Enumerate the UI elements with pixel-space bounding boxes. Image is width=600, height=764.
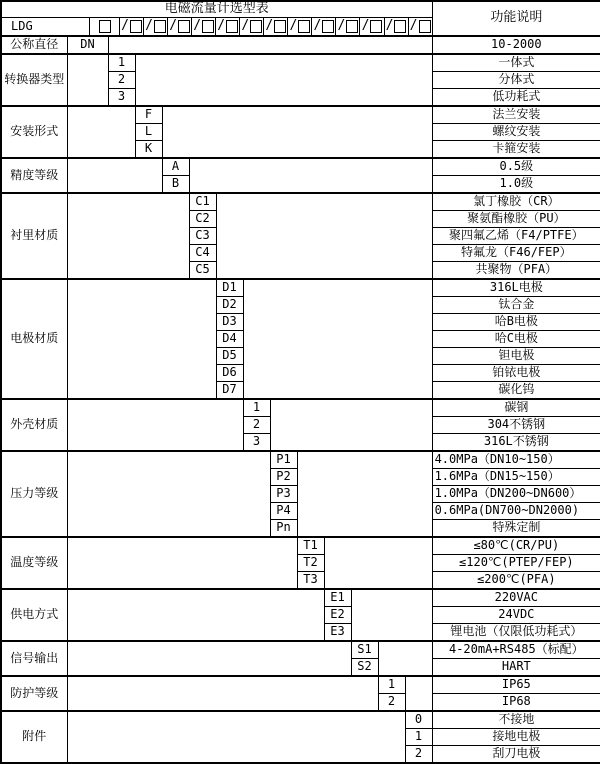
option-desc: 法兰安装: [432, 106, 600, 124]
slash-separator: /: [265, 18, 274, 34]
blank-box-icon: [250, 20, 262, 33]
blank-box-icon: [99, 20, 111, 33]
slash-separator: /: [217, 18, 226, 34]
option-desc: 螺纹安装: [432, 124, 600, 141]
model-slot: [216, 18, 240, 35]
group-label: 衬里材质: [1, 193, 67, 279]
option-row: [1, 676, 600, 694]
slash-separator: /: [409, 18, 418, 34]
option-code: T1: [297, 537, 324, 555]
spacer-cell: [67, 54, 108, 106]
option-desc: 哈C电极: [432, 331, 600, 348]
option-desc: 接地电极: [432, 729, 600, 746]
option-desc: 一体式: [432, 54, 600, 72]
slash-separator: /: [337, 18, 346, 34]
spacer-cell: [243, 279, 432, 399]
option-code: D1: [216, 279, 243, 297]
option-code: D4: [216, 331, 243, 348]
option-row: [1, 641, 600, 659]
page-title: 电磁流量计选型表: [1, 1, 432, 18]
spacer-cell: [216, 193, 432, 279]
option-row: [1, 399, 600, 417]
slash-separator: /: [169, 18, 178, 34]
spacer-cell: [67, 193, 189, 279]
option-code: DN: [67, 36, 108, 54]
blank-box-icon: [419, 20, 431, 33]
option-code: 1: [378, 676, 405, 694]
blank-box-icon: [394, 20, 406, 33]
group-label: 精度等级: [1, 158, 67, 193]
option-code: F: [135, 106, 162, 124]
model-slot: [360, 18, 384, 35]
spacer-cell: [297, 451, 432, 537]
model-slot: [264, 18, 288, 35]
slash-separator: /: [361, 18, 370, 34]
option-desc: IP68: [432, 694, 600, 712]
option-code: Pn: [270, 520, 297, 538]
option-code: 1: [108, 54, 135, 72]
model-slot: [240, 18, 264, 35]
spacer-cell: [378, 641, 432, 676]
option-code: A: [162, 158, 189, 176]
blank-box-icon: [178, 20, 190, 33]
option-code: 1: [243, 399, 270, 417]
option-desc: 316L不锈钢: [432, 434, 600, 452]
option-desc: 共聚物（PFA）: [432, 262, 600, 280]
blank-box-icon: [202, 20, 214, 33]
spacer-cell: [324, 537, 432, 589]
option-desc: 0.6MPa(DN700~DN2000): [432, 503, 600, 520]
option-desc: 4-20mA+RS485（标配）: [432, 641, 600, 659]
blank-box-icon: [370, 20, 382, 33]
option-desc: 304不锈钢: [432, 417, 600, 434]
spacer-cell: [270, 399, 432, 451]
option-code: E2: [324, 607, 351, 624]
blank-box-icon: [322, 20, 334, 33]
model-slot: [336, 18, 360, 35]
option-row: [1, 158, 600, 176]
spacer-cell: [67, 589, 324, 641]
option-row: [1, 589, 600, 607]
option-desc: 特殊定制: [432, 520, 600, 538]
group-label: 防护等级: [1, 676, 67, 711]
option-desc: 0.5级: [432, 158, 600, 176]
option-code: C5: [189, 262, 216, 280]
option-desc: 钛合金: [432, 297, 600, 314]
option-desc: 1.0MPa（DN200~DN600）: [432, 486, 600, 503]
row-nominal-diameter: [1, 36, 600, 54]
option-row: [1, 106, 600, 124]
option-desc: 聚四氟乙烯（F4/PTFE）: [432, 228, 600, 245]
group-label: 安装形式: [1, 106, 67, 158]
option-desc: 哈B电极: [432, 314, 600, 331]
option-desc: 不接地: [432, 711, 600, 729]
option-desc: 卡箍安装: [432, 141, 600, 159]
spacer-cell: [67, 451, 270, 537]
option-code: 3: [243, 434, 270, 452]
option-code: C3: [189, 228, 216, 245]
spacer-cell: [67, 641, 351, 676]
option-row: [1, 537, 600, 555]
spacer-cell: [189, 158, 432, 193]
option-code: 2: [378, 694, 405, 712]
option-code: D7: [216, 382, 243, 400]
option-code: T3: [297, 572, 324, 590]
slash-separator: /: [145, 18, 153, 34]
option-code: E3: [324, 624, 351, 642]
option-desc: 氯丁橡胶（CR）: [432, 193, 600, 211]
option-row: [1, 711, 600, 729]
option-desc: 钽电极: [432, 348, 600, 365]
option-code: C1: [189, 193, 216, 211]
group-label: 温度等级: [1, 537, 67, 589]
option-desc: 特氟龙（F46/FEP）: [432, 245, 600, 262]
slash-separator: /: [121, 18, 129, 34]
group-label: 电极材质: [1, 279, 67, 399]
spacer-cell: [108, 36, 432, 54]
model-code-cells: [1, 18, 432, 37]
spacer-cell: [405, 676, 432, 711]
group-label: 公称直径: [1, 36, 67, 54]
option-code: 2: [243, 417, 270, 434]
spacer-cell: [351, 589, 432, 641]
blank-box-icon: [346, 20, 358, 33]
function-column-header: 功能说明: [432, 1, 600, 36]
option-code: T2: [297, 555, 324, 572]
option-code: D3: [216, 314, 243, 331]
option-desc: ≤80℃(CR/PU): [432, 537, 600, 555]
option-code: S2: [351, 659, 378, 677]
blank-box-icon: [154, 20, 166, 33]
option-code: 3: [108, 89, 135, 107]
option-desc: 碳钢: [432, 399, 600, 417]
title-row: [1, 1, 600, 18]
option-code: 2: [108, 72, 135, 89]
group-label: 供电方式: [1, 589, 67, 641]
option-row: [1, 451, 600, 469]
option-code: D5: [216, 348, 243, 365]
option-desc: 分体式: [432, 72, 600, 89]
option-code: C2: [189, 211, 216, 228]
option-desc: 1.6MPa（DN15~150）: [432, 469, 600, 486]
model-slot: [120, 18, 144, 35]
option-code: P1: [270, 451, 297, 469]
option-code: 0: [405, 711, 432, 729]
option-code: D2: [216, 297, 243, 314]
option-desc: HART: [432, 659, 600, 677]
option-desc: 刮刀电极: [432, 746, 600, 764]
spacer-cell: [67, 279, 216, 399]
model-slot: [409, 18, 432, 35]
option-row: [1, 279, 600, 297]
dn-slot: [90, 18, 120, 35]
slash-separator: /: [313, 18, 322, 34]
blank-box-icon: [226, 20, 238, 33]
spacer-cell: [67, 399, 243, 451]
option-code: 2: [405, 746, 432, 764]
model-slot: [288, 18, 312, 35]
option-desc: 4.0MPa（DN10~150）: [432, 451, 600, 469]
model-slot: [312, 18, 336, 35]
option-code: E1: [324, 589, 351, 607]
option-code: P2: [270, 469, 297, 486]
option-desc: 24VDC: [432, 607, 600, 624]
option-desc: ≤120℃(PTEP/FEP): [432, 555, 600, 572]
model-prefix: LDG: [2, 18, 90, 35]
option-desc: 1.0级: [432, 176, 600, 194]
option-desc: 316L电极: [432, 279, 600, 297]
option-row: [1, 54, 600, 72]
option-desc: 碳化钨: [432, 382, 600, 400]
option-code: S1: [351, 641, 378, 659]
model-slot: [144, 18, 168, 35]
option-code: P3: [270, 486, 297, 503]
spacer-cell: [67, 676, 378, 711]
option-code: P4: [270, 503, 297, 520]
spacer-cell: [67, 106, 135, 158]
option-code: 1: [405, 729, 432, 746]
model-slot: [168, 18, 192, 35]
blank-box-icon: [298, 20, 310, 33]
group-label: 外壳材质: [1, 399, 67, 451]
option-code: K: [135, 141, 162, 159]
spacer-cell: [67, 711, 405, 763]
slash-separator: /: [241, 18, 250, 34]
option-desc: 聚氨酯橡胶（PU）: [432, 211, 600, 228]
option-desc: 220VAC: [432, 589, 600, 607]
option-code: L: [135, 124, 162, 141]
option-desc: ≤200℃(PFA): [432, 572, 600, 590]
option-code: B: [162, 176, 189, 194]
option-code: C4: [189, 245, 216, 262]
group-label: 压力等级: [1, 451, 67, 537]
group-label: 转换器类型: [1, 54, 67, 106]
spacer-cell: [67, 158, 162, 193]
model-slot: [192, 18, 216, 35]
spacer-cell: [67, 537, 297, 589]
group-label: 附件: [1, 711, 67, 763]
blank-box-icon: [274, 20, 286, 33]
group-label: 信号输出: [1, 641, 67, 676]
option-desc: 低功耗式: [432, 89, 600, 107]
slash-separator: /: [289, 18, 298, 34]
model-slot: [385, 18, 409, 35]
option-desc: IP65: [432, 676, 600, 694]
option-desc: 10-2000: [432, 36, 600, 54]
option-code: D6: [216, 365, 243, 382]
spacer-cell: [162, 106, 432, 158]
slash-separator: /: [385, 18, 394, 34]
blank-box-icon: [130, 20, 142, 33]
option-row: [1, 193, 600, 211]
slash-separator: /: [193, 18, 202, 34]
option-desc: 锂电池（仅限低功耗式）: [432, 624, 600, 642]
spacer-cell: [135, 54, 432, 106]
option-desc: 铂铱电极: [432, 365, 600, 382]
